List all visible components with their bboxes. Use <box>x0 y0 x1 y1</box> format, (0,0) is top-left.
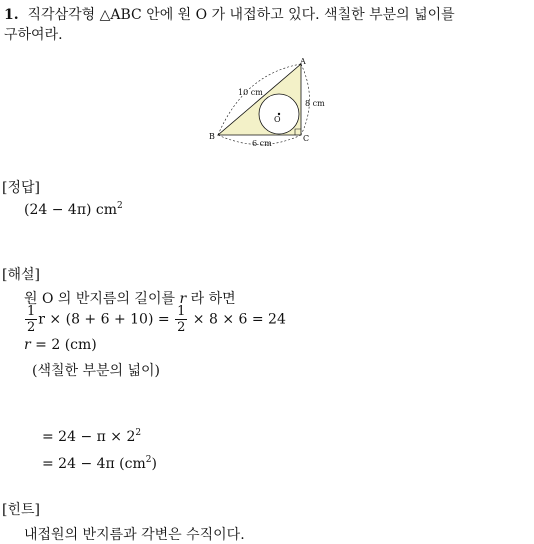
hyp-label: 10 cm <box>238 88 263 97</box>
hint-text: 내접원의 반지름과 각변은 수직이다. <box>24 527 245 543</box>
problem-text-2: 구하여라. <box>4 27 63 43</box>
vertex-a: A <box>300 58 306 66</box>
center-o: O <box>274 115 281 124</box>
solution-equation-2: r = 2 (cm) <box>24 337 97 353</box>
triangle-figure <box>204 58 334 150</box>
solution-equation-3: = $24 - \pi \times 2^2$ <box>42 428 142 445</box>
vert-label: 8 cm <box>305 99 325 108</box>
solution-equation-1: $\frac{1}{2}$ r × (8 + 6 + 10) = $\frac{1}{2}$ × 8 × 6 = 24 <box>27 304 286 335</box>
vertex-b: B <box>209 132 215 141</box>
answer-expression: (24 − 4π) $cm^2$ <box>24 201 123 218</box>
vertex-c: C <box>303 134 310 143</box>
problem-text-1: 직각삼각형 △ABC 안에 원 O 가 내접하고 있다. 색칠한 부분의 넓이를 <box>27 7 455 23</box>
problem-number: 1. <box>4 7 19 23</box>
solution-line-1: 원 O 의 반지름의 길이를 r 라 하면 <box>24 291 236 307</box>
answer-header: [정답] <box>2 180 40 196</box>
shaded-area-label: (색칠한 부분의 넓이) <box>32 363 161 379</box>
base-label: 6 cm <box>252 139 272 148</box>
problem-line-1 <box>4 4 455 24</box>
solution-equation-4: = 24 − 4π $(cm^2)$ <box>42 455 157 472</box>
solution-header: [해설] <box>2 267 40 283</box>
hint-header: [힌트] <box>2 502 40 518</box>
